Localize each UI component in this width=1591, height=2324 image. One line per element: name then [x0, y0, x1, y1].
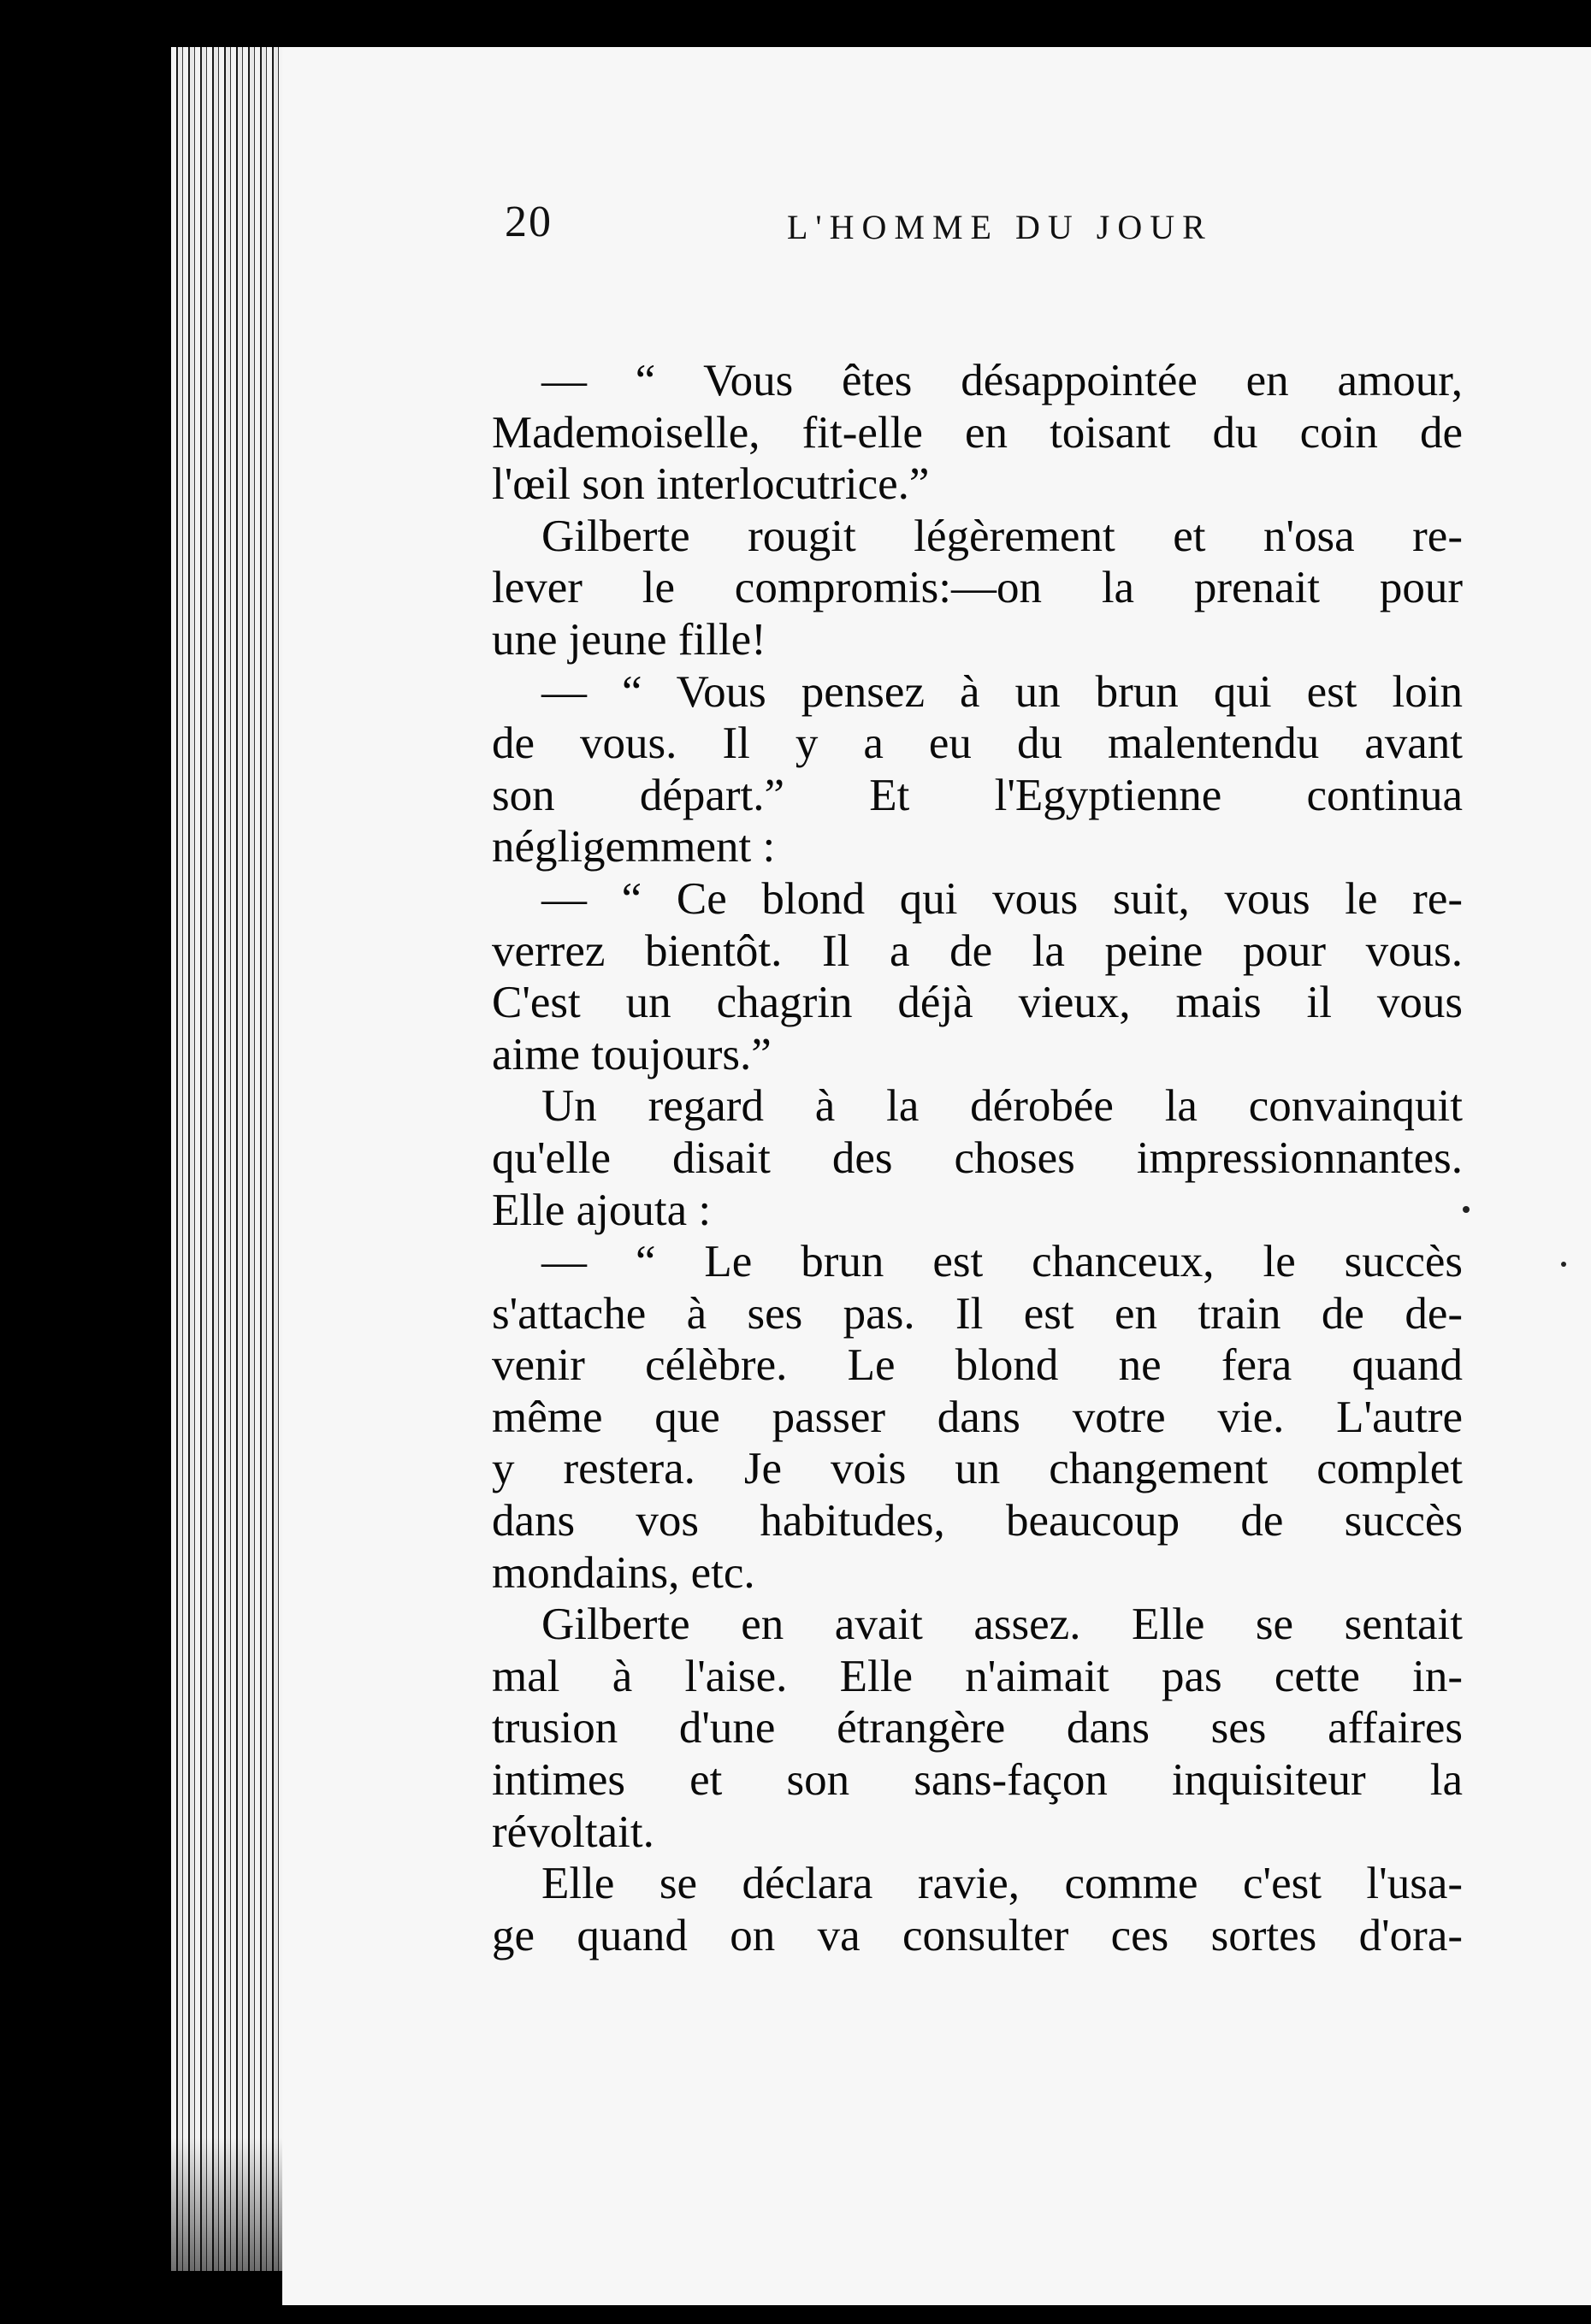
- text-line: mal à l'aise. Elle n'aimait pas cette in-: [492, 1651, 1463, 1701]
- text-line: s'attache à ses pas. Il est en train de de-: [492, 1288, 1463, 1339]
- text-line: une jeune fille!: [492, 614, 766, 665]
- page-header: [505, 197, 1497, 265]
- text-line: — “ Le brun est chanceux, le succès: [541, 1237, 1463, 1287]
- text-line: y restera. Je vois un changement complet: [492, 1444, 1463, 1494]
- text-line: révoltait.: [492, 1807, 654, 1857]
- ink-speck: [1463, 1206, 1470, 1213]
- text-line: qu'elle disait des choses impressionnantes.: [492, 1132, 1463, 1183]
- text-line: — “ Ce blond qui vous suit, vous le re-: [541, 873, 1463, 924]
- running-title: L'HOMME DU JOUR: [787, 208, 1213, 246]
- text-line: venir célèbre. Le blond ne fera quand: [492, 1340, 1463, 1391]
- text-line: Un regard à la dérobée la convainquit: [541, 1081, 1463, 1132]
- text-line: — “ Vous pensez à un brun qui est loin: [541, 666, 1463, 717]
- text-line: ge quand on va consulter ces sortes d'ora-: [492, 1910, 1463, 1960]
- book-page-edges: [171, 47, 291, 2271]
- text-line: de vous. Il y a eu du malentendu avant: [492, 718, 1463, 769]
- text-line: Mademoiselle, fit-elle en toisant du coin de: [492, 407, 1463, 458]
- text-line: Gilberte en avait assez. Elle se sentait: [541, 1600, 1463, 1650]
- text-line: Elle se déclara ravie, comme c'est l'usa-: [541, 1859, 1463, 1909]
- text-line: — “ Vous êtes désappointée en amour,: [541, 356, 1463, 405]
- page-edge-shadow: [171, 47, 291, 2271]
- text-line: même que passer dans votre vie. L'autre: [492, 1392, 1463, 1442]
- book-page: [282, 47, 1591, 2305]
- body-text: [492, 355, 1463, 1961]
- text-line: mondains, etc.: [492, 1547, 755, 1598]
- text-line: dans vos habitudes, beaucoup de succès: [492, 1496, 1463, 1546]
- text-line: intimes et son sans-façon inquisiteur la: [492, 1755, 1463, 1806]
- text-line: Gilberte rougit légèrement et n'osa re-: [541, 511, 1463, 561]
- text-line: verrez bientôt. Il a de la peine pour vous.: [492, 925, 1463, 976]
- text-line: C'est un chagrin déjà vieux, mais il vous: [492, 978, 1463, 1028]
- page-number: 20: [505, 198, 553, 246]
- text-line: lever le compromis:—on la prenait pour: [492, 563, 1463, 613]
- text-line: Elle ajouta :: [492, 1185, 712, 1235]
- text-line: l'œil son interlocutrice.”: [492, 459, 930, 510]
- text-line: son départ.” Et l'Egyptienne continua: [492, 770, 1463, 820]
- text-line: négligemment :: [492, 822, 776, 872]
- text-line: trusion d'une étrangère dans ses affaires: [492, 1703, 1463, 1753]
- text-line: aime toujours.”: [492, 1029, 772, 1079]
- ink-speck: [1561, 1262, 1566, 1267]
